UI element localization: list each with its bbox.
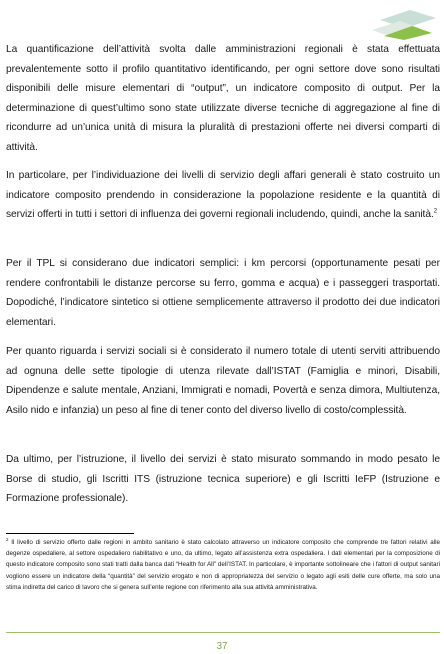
page-number: 37 — [216, 641, 228, 652]
paragraph-5: Da ultimo, per l’istruzione, il livello dei servizi è stato misurato sommando in modo pesato le Borse di studio, gli Iscritti ITS (istruzione tecnica superiore) e gli Iscritti IeFP (Istruzione e Formazione professionale). — [6, 454, 440, 505]
footnote — [6, 537, 440, 593]
paragraph-1: La quantificazione dell’attività svolta dalle amministrazioni regionali è stata effettuata prevalentemente sotto il profilo quantitativo identificando, per ogni settore dove sono risultati disponibili delle misure elementari di “output”, un indicatore composito di output. Per la determinazione di quest’ultimo sono state utilizzate diverse tecniche di aggregazione al fine di ricondurre ad un’unica unità di misura la pluralità di prestazioni offerte nei diversi comparti di attività. — [6, 44, 440, 153]
paragraph-2 — [6, 166, 440, 225]
footnote-text: Il livello di servizio offerto dalle regioni in ambito sanitario è stato calcolato attraverso un indicatore composito che comprende tre fattori relativi alle degenze ospedaliere, al settore ospedaliero riabilitativo e uno, da ultimo, legato all’assistenza extra ospedaliera. I dati elementari per la composizione di questo indicatore composito sono stati tratti dalla banca dati “Health for All” dell’ISTAT. In particolare, è importante sottolineare che i fattori di output sanitari vogliono essere un indicatore della “quantità” del servizio erogato e non di appropriatezza del servizio o legato agli esiti delle cure offerte, ma solo una stima indiretta del carico di lavoro che si genera sull’ente regione con riferimento alla sua attività amministrativa. — [6, 539, 441, 591]
logo-icon — [370, 6, 436, 40]
paragraph-3: Per il TPL si considerano due indicatori semplici: i km percorsi (opportunamente pesati per rendere confrontabili le distanze percorse su ferro, gomma e acqua) e i passeggeri trasportati. Dopodiché, l’indicatore sintetico si ottiene semplicemente attraverso il prodotto dei due indicatori elementari. — [6, 258, 440, 328]
paragraph-2-text: In particolare, per l’individuazione dei livelli di servizio degli affari generali è stato costruito un indicatore composito prendendo in considerazione la popolazione residente e la quantità di servizi offerti in tutti i settori di influenza dei governi regionali includendo, quindi, anche la sanità. — [6, 170, 440, 221]
footer-divider — [6, 632, 440, 633]
paragraph-4: Per quanto riguarda i servizi sociali si è considerato il numero totale di utenti serviti attribuendo ad ognuna delle sette tipologie di utenza rilevate dall’ISTAT (Famiglia e minori, Disabili, Dipendenze e salute mentale, Anziani, Immigrati e nomadi, Povertà e senza dimora, Multiutenza, Asilo nido e infanzia) un peso al fine di tener conto del diverso livello di costo/complessità. — [6, 346, 440, 416]
footnote-marker: 2 — [6, 536, 9, 542]
footnote-divider — [6, 533, 134, 534]
footnote-reference[interactable]: 2 — [433, 208, 438, 215]
